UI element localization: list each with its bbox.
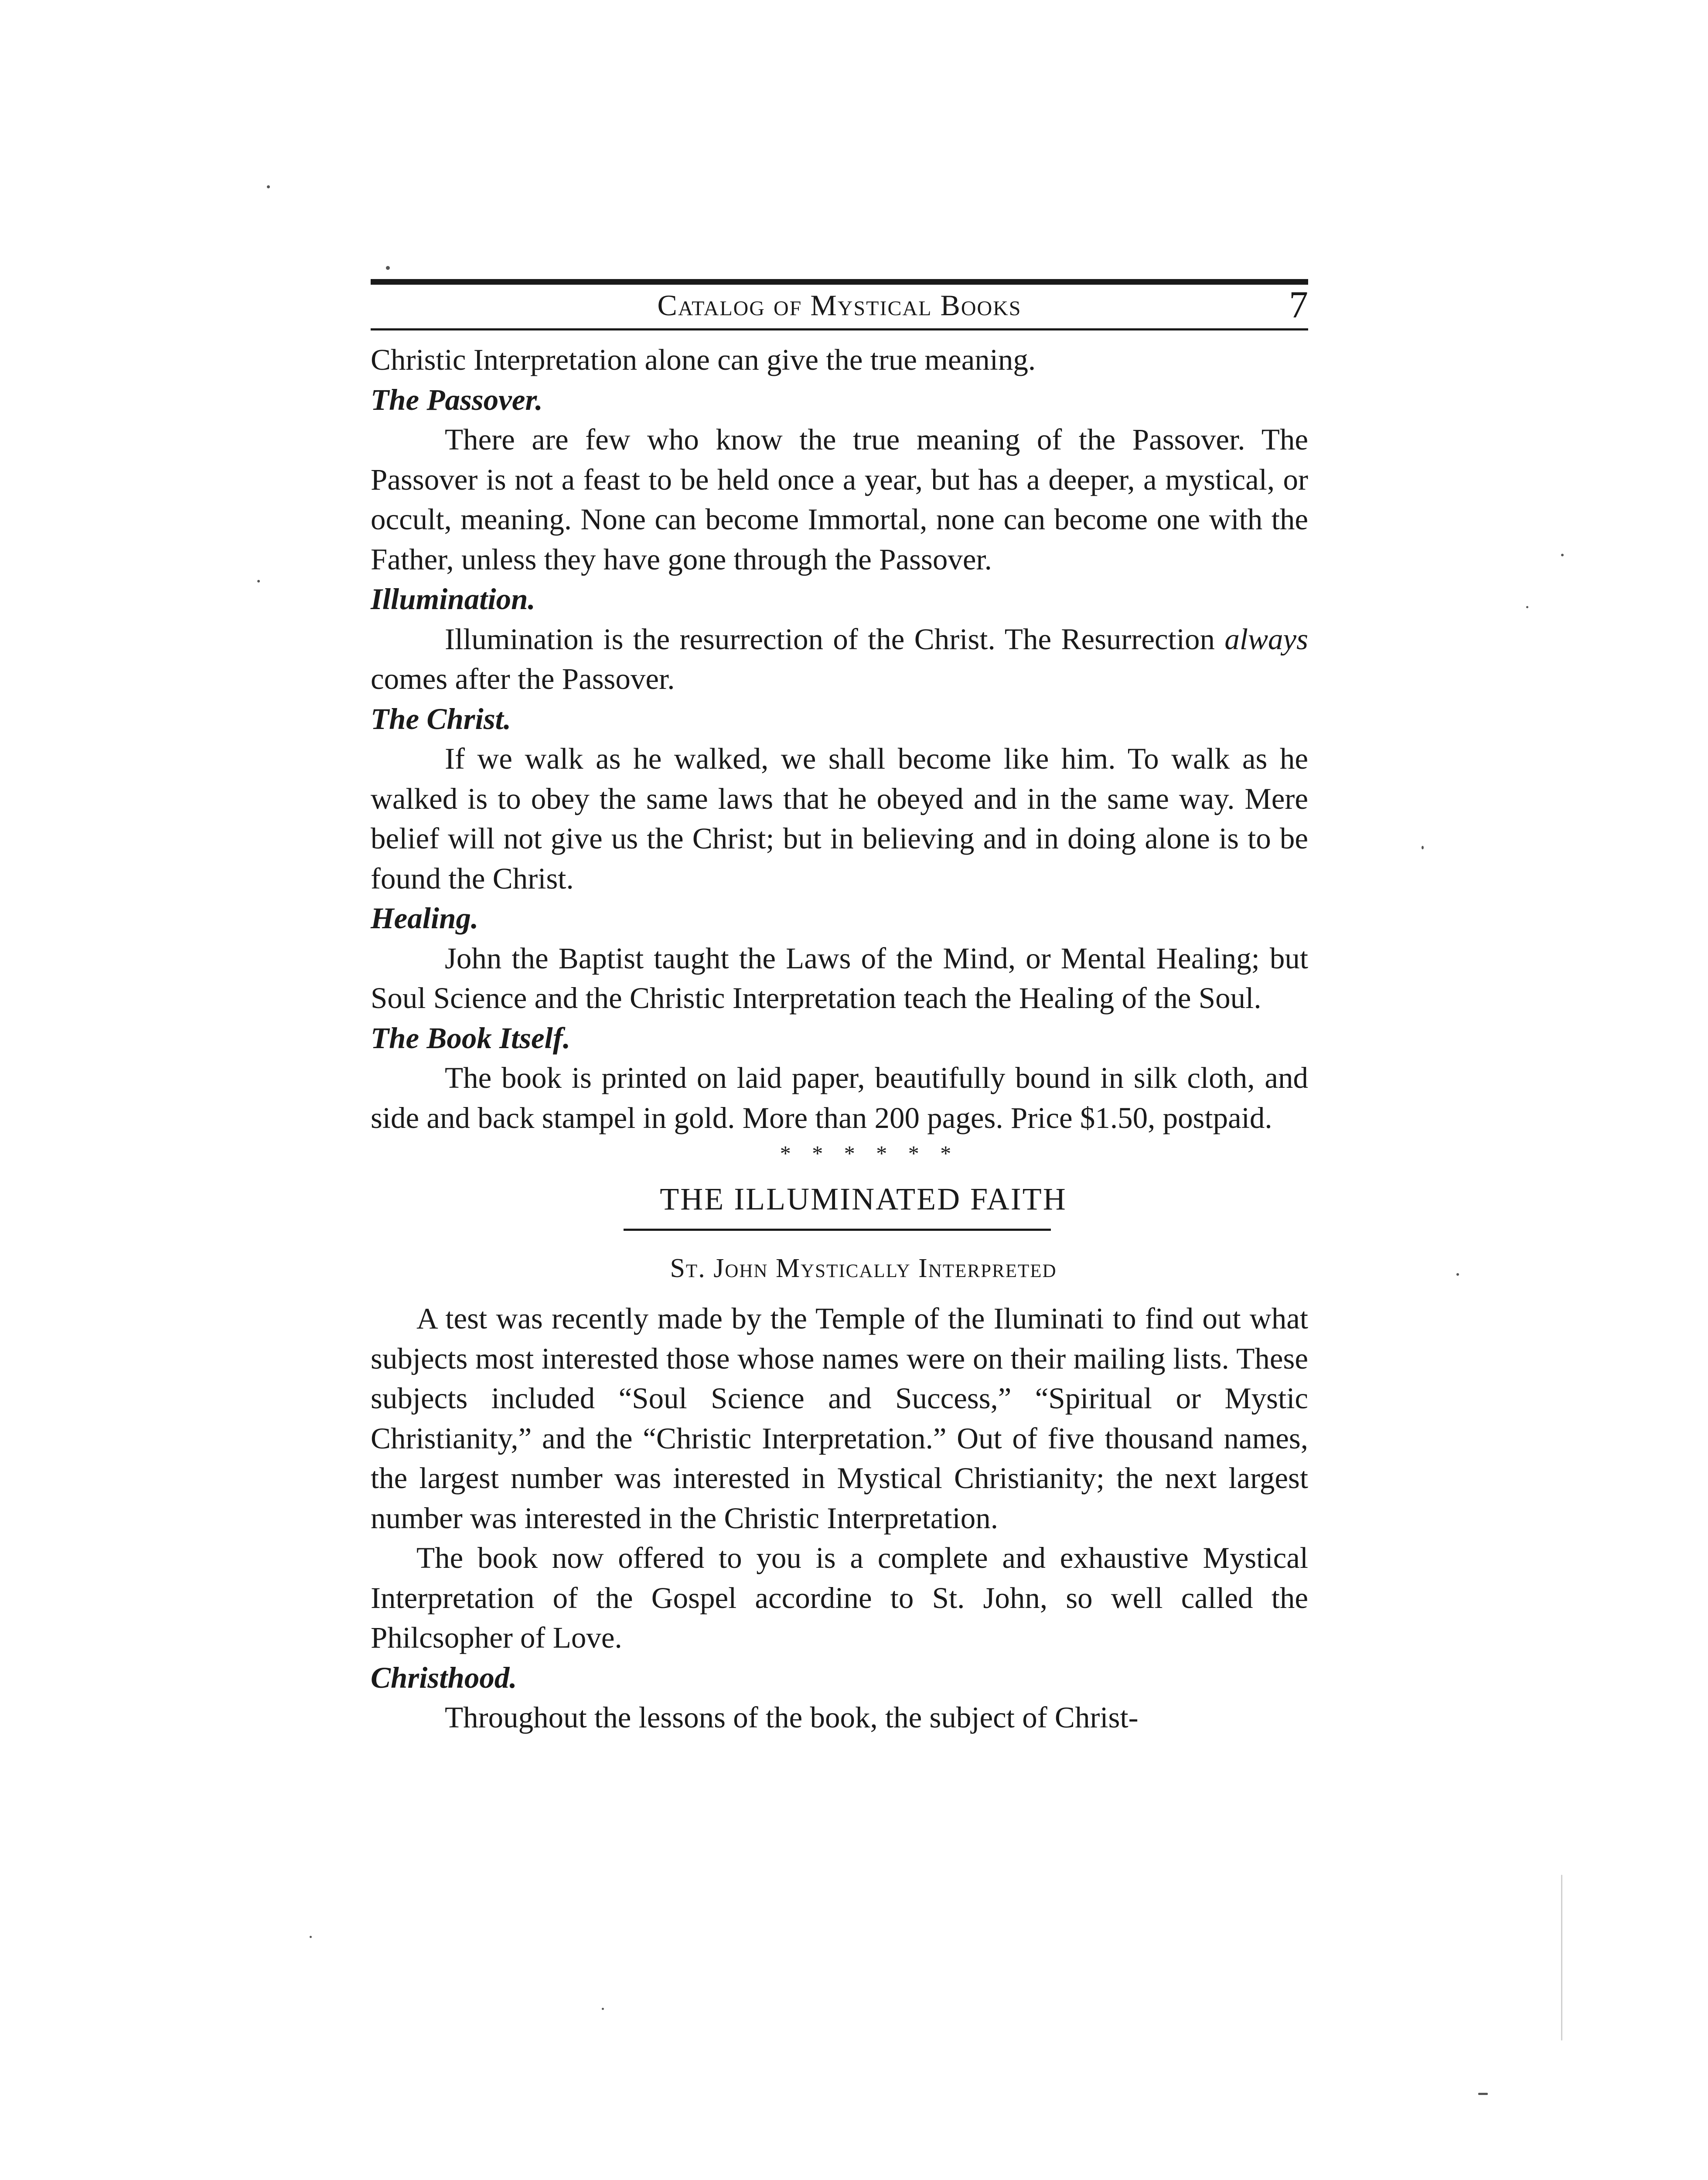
page-body bbox=[371, 340, 1308, 1738]
section-subtitle: St. John Mystically Interpreted bbox=[670, 1254, 1057, 1283]
scan-speck bbox=[1478, 2093, 1488, 2095]
scan-speck bbox=[602, 2008, 604, 2010]
scan-speck bbox=[310, 1936, 312, 1938]
subhead-passover: The Passover. bbox=[371, 383, 543, 416]
subhead-christ: The Christ. bbox=[371, 702, 511, 736]
scan-speck bbox=[257, 580, 260, 582]
subhead-christhood: Christhood. bbox=[371, 1661, 517, 1694]
test-paragraph: A test was recently made by the Temple of the Iluminati to find out what subjects most interested those whose names were on their mailing lists. These subjects included “Soul Science and Success,” “Spiritual or Mystic Christianity,” and the “Christic Interpretation.” Out of five thousand names, the largest number was interested in Mystical Christianity; the next largest number was interested in the Christic Interpretation. bbox=[371, 1302, 1308, 1535]
subhead-healing: Healing. bbox=[371, 902, 479, 935]
section-title: THE ILLUMINATED FAITH bbox=[660, 1182, 1067, 1216]
scan-speck bbox=[386, 266, 390, 270]
scan-speck bbox=[1456, 1273, 1459, 1276]
illumination-text-b: comes after the Passover. bbox=[371, 662, 675, 695]
scan-speck bbox=[1561, 554, 1564, 556]
intro-paragraph: Christic Interpretation alone can give the true meaning. bbox=[371, 343, 1036, 376]
christ-paragraph: If we walk as he walked, we shall become like him. To walk as he walked is to obey the same laws that he obeyed and in the same way. Mere belief will not give us the Christ; but in believing and in doing alone is to be found the Christ. bbox=[371, 742, 1308, 895]
subhead-illumination: Illumination. bbox=[371, 582, 535, 616]
header-rule-top bbox=[371, 279, 1308, 285]
book-paragraph: The book is printed on laid paper, beautifully bound in silk cloth, and side and back stampel in gold. More than 200 pages. Price $1.50, postpaid. bbox=[371, 1061, 1308, 1134]
scan-speck bbox=[1422, 846, 1424, 849]
title-rule bbox=[624, 1229, 1051, 1231]
illumination-text-a: Illumination is the resurrection of the Christ. The Resurrection bbox=[445, 622, 1225, 656]
healing-paragraph: John the Baptist taught the Laws of the Mind, or Mental Healing; but Soul Science and the Christic Interpretation teach the Healing of the Soul. bbox=[371, 941, 1308, 1015]
passover-paragraph: There are few who know the true meaning of the Passover. The Passover is not a feast to be held once a year, but has a deeper, a mystical, or occult, meaning. None can become Immortal, none can become one with the Father, unless they have gone through the Passover. bbox=[371, 423, 1308, 576]
page-header bbox=[371, 285, 1308, 328]
offer-paragraph: The book now offered to you is a complete and exhaustive Mystical Interpretation of the Gospel accordine to St. John, so well called the Philcsopher of Love. bbox=[371, 1541, 1308, 1654]
christhood-paragraph: Throughout the lessons of the book, the subject of Christ- bbox=[445, 1701, 1139, 1734]
subhead-book-itself: The Book Itself. bbox=[371, 1021, 571, 1055]
page-number: 7 bbox=[1289, 284, 1308, 326]
illumination-emphasis: always bbox=[1224, 622, 1308, 656]
running-head: Catalog of Mystical Books bbox=[657, 289, 1022, 322]
scan-speck bbox=[1526, 606, 1528, 608]
scan-speck bbox=[267, 185, 270, 188]
illumination-paragraph bbox=[371, 620, 1308, 699]
header-rule-bottom bbox=[371, 328, 1308, 330]
section-divider-stars: * * * * * * bbox=[780, 1141, 951, 1165]
scan-speck bbox=[1561, 1875, 1562, 2040]
catalog-page bbox=[371, 279, 1308, 1738]
